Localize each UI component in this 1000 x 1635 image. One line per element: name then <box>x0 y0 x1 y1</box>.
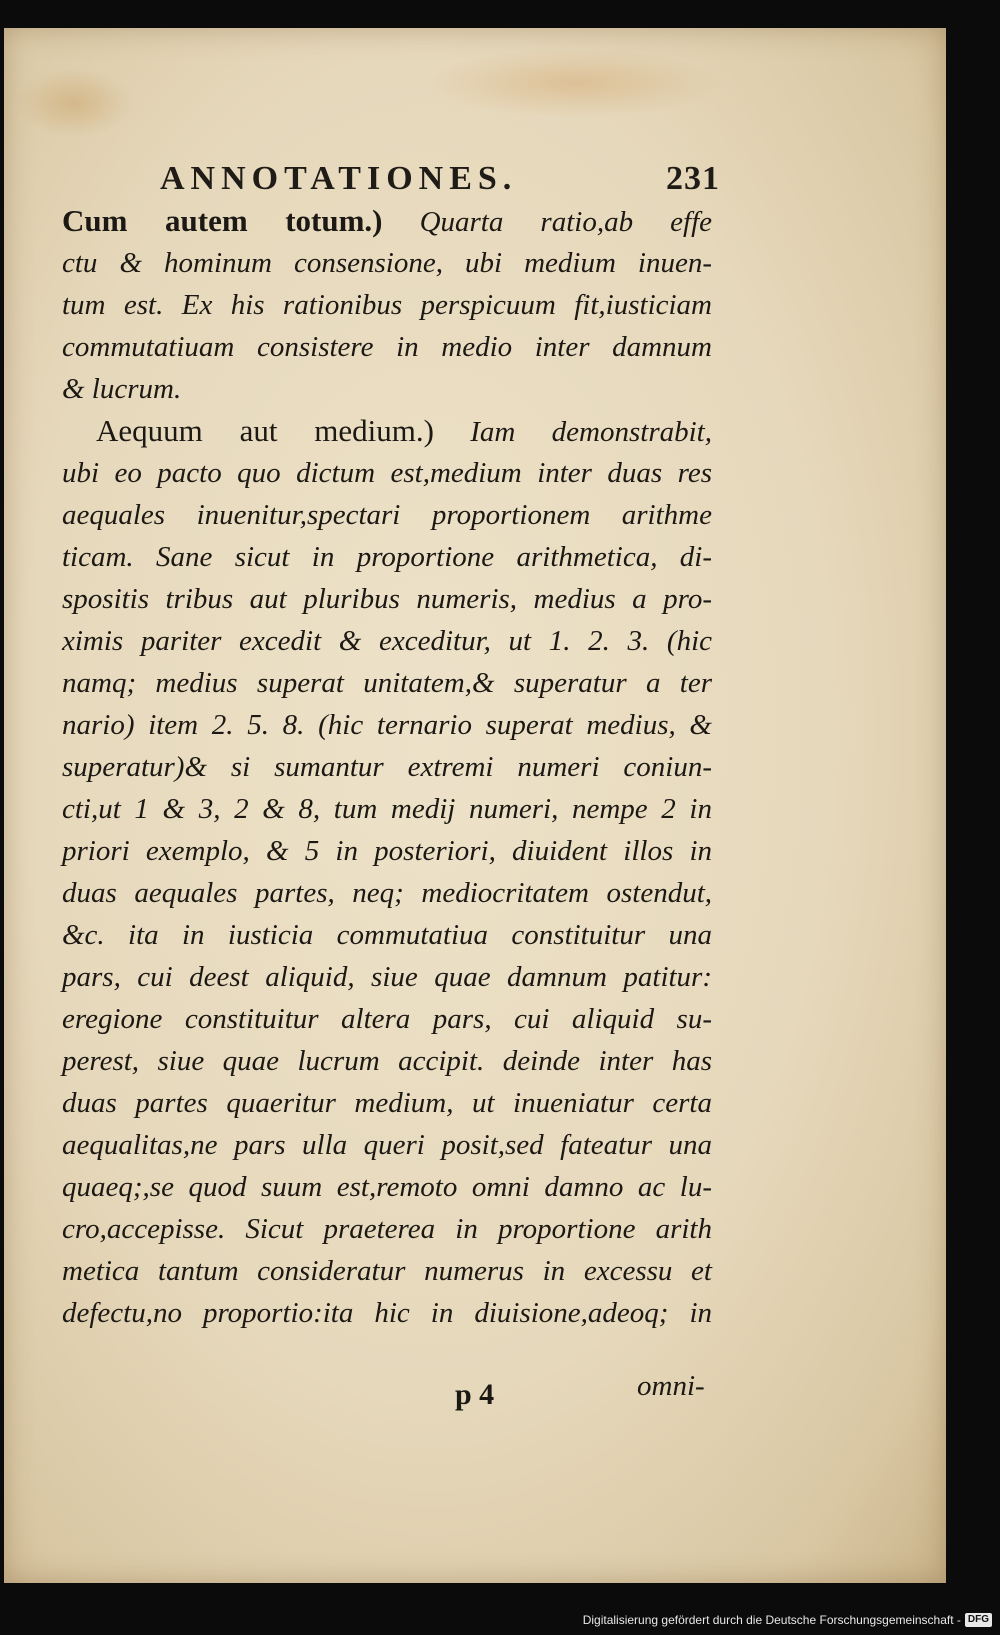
line-text: cti,ut 1 & 3, 2 & 8, tum medij numeri, nempe 2 in <box>62 793 712 825</box>
text-line <box>62 200 712 242</box>
line-text: cro,accepisse. Sicut praeterea in proportione arith <box>62 1213 712 1245</box>
line-text: pars, cui deest aliquid, siue quae damnum patitur: <box>62 961 712 993</box>
paper-stain <box>14 68 134 138</box>
line-text: spositis tribus aut pluribus numeris, medius a pro- <box>62 583 712 615</box>
line-text: duas partes quaeritur medium, ut inueniatur certa <box>62 1087 712 1119</box>
digitization-footer <box>583 1609 992 1631</box>
text-line <box>62 410 712 452</box>
text-line <box>62 1166 712 1208</box>
text-line <box>62 452 712 494</box>
signature-mark: p 4 <box>455 1378 495 1411</box>
line-text: superatur)& si sumantur extremi numeri coniun- <box>62 751 712 783</box>
paragraph-lemma: Cum autem totum.) <box>62 203 383 238</box>
text-line <box>62 872 712 914</box>
line-text: aequales inuenitur,spectari proportionem arithme <box>62 499 712 531</box>
text-line <box>62 956 712 998</box>
line-text: duas aequales partes, neq; mediocritatem ostendut, <box>62 877 712 909</box>
line-text: namq; medius superat unitatem,& superatur a ter <box>62 667 712 699</box>
line-text: ximis pariter excedit & exceditur, ut 1. 2. 3. (hic <box>62 625 712 657</box>
line-text: nario) item 2. 5. 8. (hic ternario superat medius, & <box>62 709 712 741</box>
page-number: 231 <box>666 160 720 197</box>
dfg-logo-icon: DFG <box>965 1613 992 1627</box>
line-text: aequalitas,ne pars ulla queri posit,sed fateatur una <box>62 1129 712 1161</box>
text-line <box>62 830 712 872</box>
line-text: tum est. Ex his rationibus perspicuum fit,iusticiam <box>62 289 712 321</box>
text-line <box>62 998 712 1040</box>
text-line <box>62 1040 712 1082</box>
text-line <box>62 620 712 662</box>
line-text: quaeq;,se quod suum est,remoto omni damno ac lu- <box>62 1171 712 1203</box>
paragraph-lemma: Aequum aut medium.) <box>96 413 434 448</box>
text-line <box>62 788 712 830</box>
text-line <box>62 746 712 788</box>
body-text <box>62 200 712 1334</box>
paper-stain <box>424 48 724 118</box>
line-text: ubi eo pacto quo dictum est,medium inter duas res <box>62 457 712 489</box>
text-line <box>62 914 712 956</box>
line-text: defectu,no proportio:ita hic in diuisione,adeoq; in <box>62 1297 712 1329</box>
text-line <box>62 284 712 326</box>
text-line <box>62 1124 712 1166</box>
text-line <box>62 242 712 284</box>
line-text: metica tantum consideratur numerus in excessu et <box>62 1255 712 1287</box>
line-text: priori exemplo, & 5 in posteriori, diuident illos in <box>62 835 712 867</box>
line-text: &c. ita in iusticia commutatiua constituitur una <box>62 919 712 951</box>
line-text: ctu & hominum consensione, ubi medium inuen- <box>62 247 712 279</box>
text-line <box>62 1208 712 1250</box>
line-text: Iam demonstrabit, <box>433 416 712 448</box>
text-line <box>62 704 712 746</box>
text-line <box>62 1292 712 1334</box>
text-line <box>62 1082 712 1124</box>
text-line <box>62 1250 712 1292</box>
catchword: omni- <box>637 1370 705 1402</box>
text-line <box>62 326 712 368</box>
line-text: perest, siue quae lucrum accipit. deinde inter has <box>62 1045 712 1077</box>
line-text: commutatiuam consistere in medio inter damnum <box>62 331 712 363</box>
header-title: ANNOTATIONES. <box>160 160 518 197</box>
text-line <box>62 368 712 410</box>
line-text: & lucrum. <box>62 373 182 405</box>
line-text: ticam. Sane sicut in proportione arithmetica, di- <box>62 541 712 573</box>
text-line <box>62 536 712 578</box>
line-text: Quarta ratio,ab effe <box>382 206 712 238</box>
footer-text: Digitalisierung gefördert durch die Deutsche Forschungsgemeinschaft - <box>582 1613 961 1627</box>
text-line <box>62 662 712 704</box>
text-line <box>62 494 712 536</box>
line-text: eregione constituitur altera pars, cui aliquid su- <box>62 1003 712 1035</box>
text-line <box>62 578 712 620</box>
